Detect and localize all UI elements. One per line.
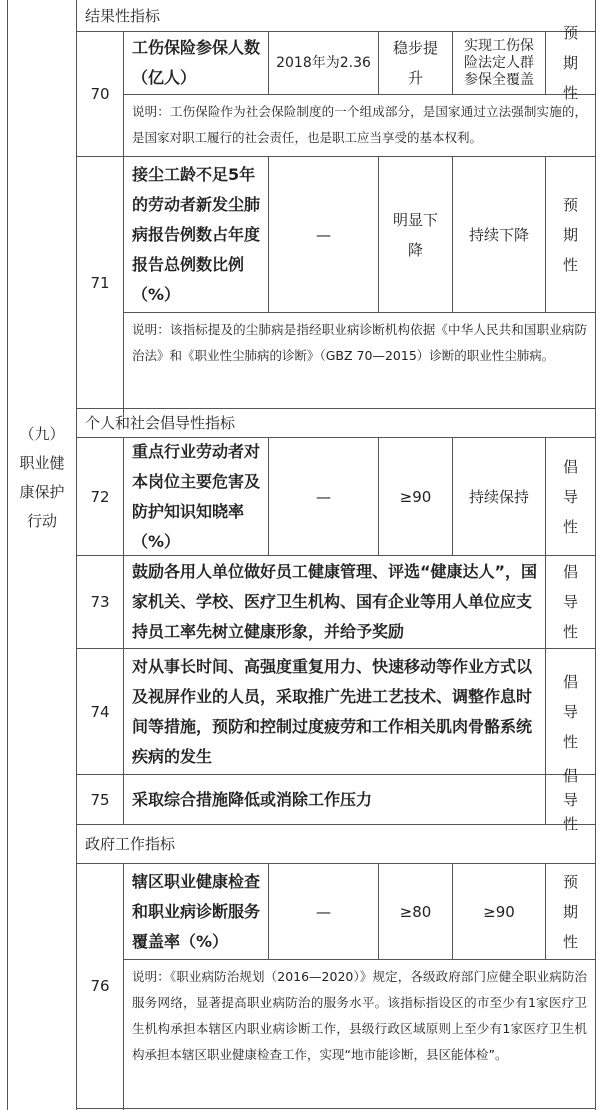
- indicator-type: [546, 157, 595, 312]
- row-number: [77, 157, 123, 408]
- indicator-name: [124, 775, 545, 824]
- target-2022: [379, 32, 452, 94]
- indicator-name: [124, 32, 268, 94]
- indicator-type-text: 倡导性: [562, 457, 578, 536]
- indicator-type: [546, 24, 595, 102]
- indicator-type-text: 倡导性: [562, 563, 578, 641]
- indicator-type-text: 预期性: [562, 195, 578, 274]
- baseline-value: [269, 157, 378, 312]
- target-2022-text: 稳步提升: [393, 39, 439, 87]
- indicator-name-text: 鼓励各用人单位做好员工健康管理、评选“健康达人”，国家机关、学校、医疗卫生机构、国有企业等用人单位应支持员工率先树立健康形象，并给予奖励: [132, 562, 538, 641]
- target-2030-text: 实现工伤保险法定人群参保全覆盖: [464, 37, 534, 88]
- target-2030: [453, 864, 545, 959]
- indicator-name-text: 辖区职业健康检查和职业病诊断服务覆盖率（%）: [132, 871, 261, 951]
- target-2022: [379, 157, 452, 312]
- row-number: [77, 775, 123, 824]
- section-header-text: 政府工作指标: [85, 835, 176, 853]
- indicator-type-text: 预期性: [562, 24, 578, 102]
- indicator-name: [124, 556, 545, 648]
- row-number: [77, 32, 123, 156]
- indicator-name: [124, 438, 268, 555]
- section-header-personal: [77, 409, 595, 437]
- section-header-government: [77, 825, 595, 863]
- indicator-type: [546, 556, 595, 648]
- row-number: [77, 649, 123, 774]
- indicator-name: [124, 864, 268, 959]
- baseline-text: 2018年为2.36: [276, 55, 371, 71]
- target-2022-text: 明显下降: [392, 210, 438, 259]
- row-number-text: 75: [90, 790, 110, 809]
- section-header-result: [77, 0, 595, 31]
- side-category-label: [8, 420, 76, 660]
- target-2030-text: 持续保持: [468, 487, 529, 506]
- indicator-type-text: 倡导性: [562, 766, 578, 833]
- indicator-type: [546, 649, 595, 774]
- baseline-text: —: [316, 487, 331, 506]
- row-number-text: 72: [90, 487, 110, 506]
- indicator-name: [124, 649, 545, 774]
- indicator-name-text: 重点行业劳动者对本岗位主要危害及防护知识知晓率（%）: [132, 441, 261, 551]
- row-number: [77, 864, 123, 1108]
- indicator-type-text: 预期性: [562, 872, 578, 951]
- side-category-text: （九）职业健康保护行动: [19, 425, 65, 530]
- indicator-note-text: 说明：《职业病防治规划（2016—2020）》规定，各级政府部门应健全职业病防治服务网络，显著提高职业病防治的服务水平。该指标指设区的市至少有1家医疗卫生机构承担本辖区内职业病诊断工作，县级行政区域原则上至少有1家医疗卫生机构承担本辖区职业健康检查工作，实现“地市能诊断，县区能体检”。: [132, 969, 587, 1062]
- target-2022: [379, 864, 452, 959]
- section-header-text: 结果性指标: [85, 6, 161, 25]
- indicator-name-text: 接尘工龄不足5年的劳动者新发尘肺病报告例数占年度报告总例数比例（%）: [132, 164, 261, 304]
- target-2030: [453, 157, 545, 312]
- indicator-name: [124, 157, 268, 312]
- baseline-value: [269, 438, 378, 555]
- grid-line: [76, 1108, 596, 1109]
- indicator-type-text: 倡导性: [562, 672, 578, 751]
- baseline-text: —: [316, 902, 331, 921]
- target-2030-text: 持续下降: [468, 225, 529, 244]
- indicator-note-text: 说明：工伤保险作为社会保险制度的一个组成部分，是国家通过立法强制实施的，是国家对职工履行的社会责任，也是职工应当享受的基本权利。: [132, 104, 587, 145]
- target-2030-text: ≥90: [483, 902, 515, 921]
- indicator-type: [546, 766, 595, 833]
- indicator-name-text: 对从事长时间、高强度重复用力、快速移动等作业方式以及视屏作业的人员，采取推广先进工艺技术、调整作息时间等措施，预防和控制过度疲劳和工作相关肌肉骨骼系统疾病的发生: [132, 656, 533, 766]
- row-number-text: 76: [90, 977, 110, 995]
- section-header-text: 个人和社会倡导性指标: [85, 414, 236, 432]
- row-number-text: 73: [90, 593, 110, 611]
- indicator-name-text: 工伤保险参保人数（亿人）: [132, 38, 261, 87]
- target-2022-text: ≥80: [399, 902, 432, 921]
- indicator-name-text: 采取综合措施降低或消除工作压力: [132, 789, 373, 809]
- indicator-note-text: 说明：该指标提及的尘肺病是指经职业病诊断机构依据《中华人民共和国职业病防治法》和《职业性尘肺病的诊断》（GBZ 70—2015）诊断的职业性尘肺病。: [132, 322, 587, 363]
- target-2022: [379, 438, 452, 555]
- indicator-type: [546, 864, 595, 959]
- row-number: [77, 556, 123, 648]
- target-2030: [453, 438, 545, 555]
- indicator-note: [124, 960, 595, 1108]
- row-number: [77, 438, 123, 555]
- baseline-value: [269, 864, 378, 959]
- indicator-note: [124, 95, 595, 156]
- row-number-text: 74: [90, 702, 110, 721]
- indicator-type: [546, 438, 595, 555]
- row-number-text: 70: [90, 85, 110, 103]
- baseline-value: [269, 32, 378, 94]
- row-number-text: 71: [90, 273, 110, 292]
- target-2030: [453, 32, 545, 94]
- indicator-note: [124, 313, 595, 408]
- target-2022-text: ≥90: [399, 487, 432, 506]
- baseline-text: —: [316, 225, 331, 244]
